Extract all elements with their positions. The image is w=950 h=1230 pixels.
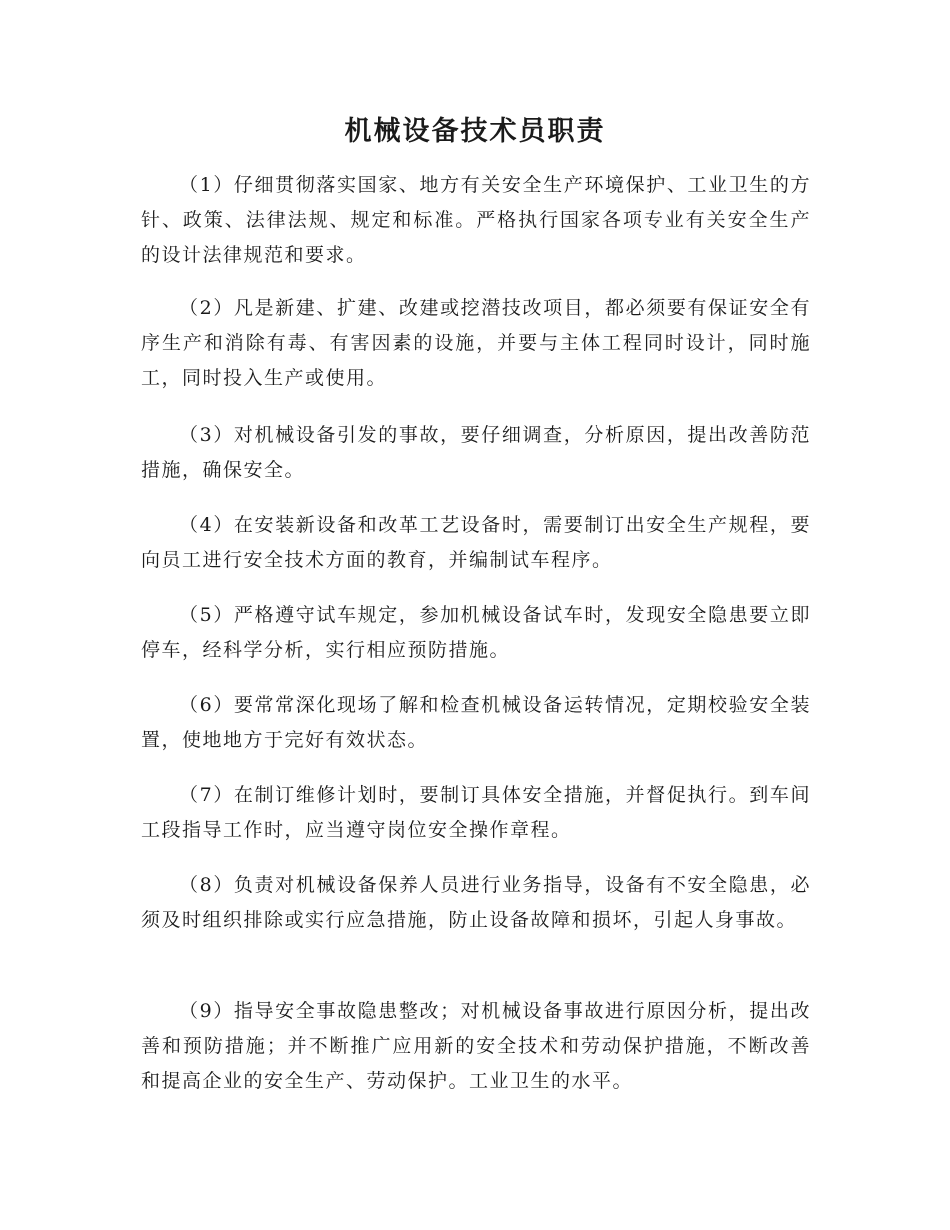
paragraph-8: （8）负责对机械设备保养人员进行业务指导，设备有不安全隐患，必须及时组织排除或实行应急措施，防止设备故障和损坏，引起人身事故。 (141, 874, 811, 931)
paragraph-9: （9）指导安全事故隐患整改；对机械设备事故进行原因分析，提出改善和预防措施；并不断推广应用新的安全技术和劳动保护措施，不断改善和提高企业的安全生产、劳动保护。工业卫生的水平。 (141, 1000, 811, 1092)
page-title: 机械设备技术员职责 (344, 116, 606, 147)
paragraph-6: （6）要常常深化现场了解和检查机械设备运转情况，定期校验安全装置，使地地方于完好有效状态。 (141, 694, 811, 751)
paragraph-1: （1）仔细贯彻落实国家、地方有关安全生产环境保护、工业卫生的方针、政策、法律法规、规定和标准。严格执行国家各项专业有关安全生产的设计法律规范和要求。 (141, 174, 811, 266)
paragraph-3: （3）对机械设备引发的事故，要仔细调查，分析原因，提出改善防范措施，确保安全。 (141, 424, 811, 481)
paragraph-7: （7）在制订维修计划时，要制订具体安全措施，并督促执行。到车间工段指导工作时，应当遵守岗位安全操作章程。 (141, 784, 811, 841)
paragraph-5: （5）严格遵守试车规定，参加机械设备试车时，发现安全隐患要立即停车，经科学分析，实行相应预防措施。 (141, 604, 811, 661)
paragraph-4: （4）在安装新设备和改革工艺设备时，需要制订出安全生产规程，要向员工进行安全技术方面的教育，并编制试车程序。 (141, 514, 811, 571)
paragraph-2: （2）凡是新建、扩建、改建或挖潜技改项目，都必须要有保证安全有序生产和消除有毒、有害因素的设施，并要与主体工程同时设计，同时施工，同时投入生产或使用。 (141, 297, 811, 389)
